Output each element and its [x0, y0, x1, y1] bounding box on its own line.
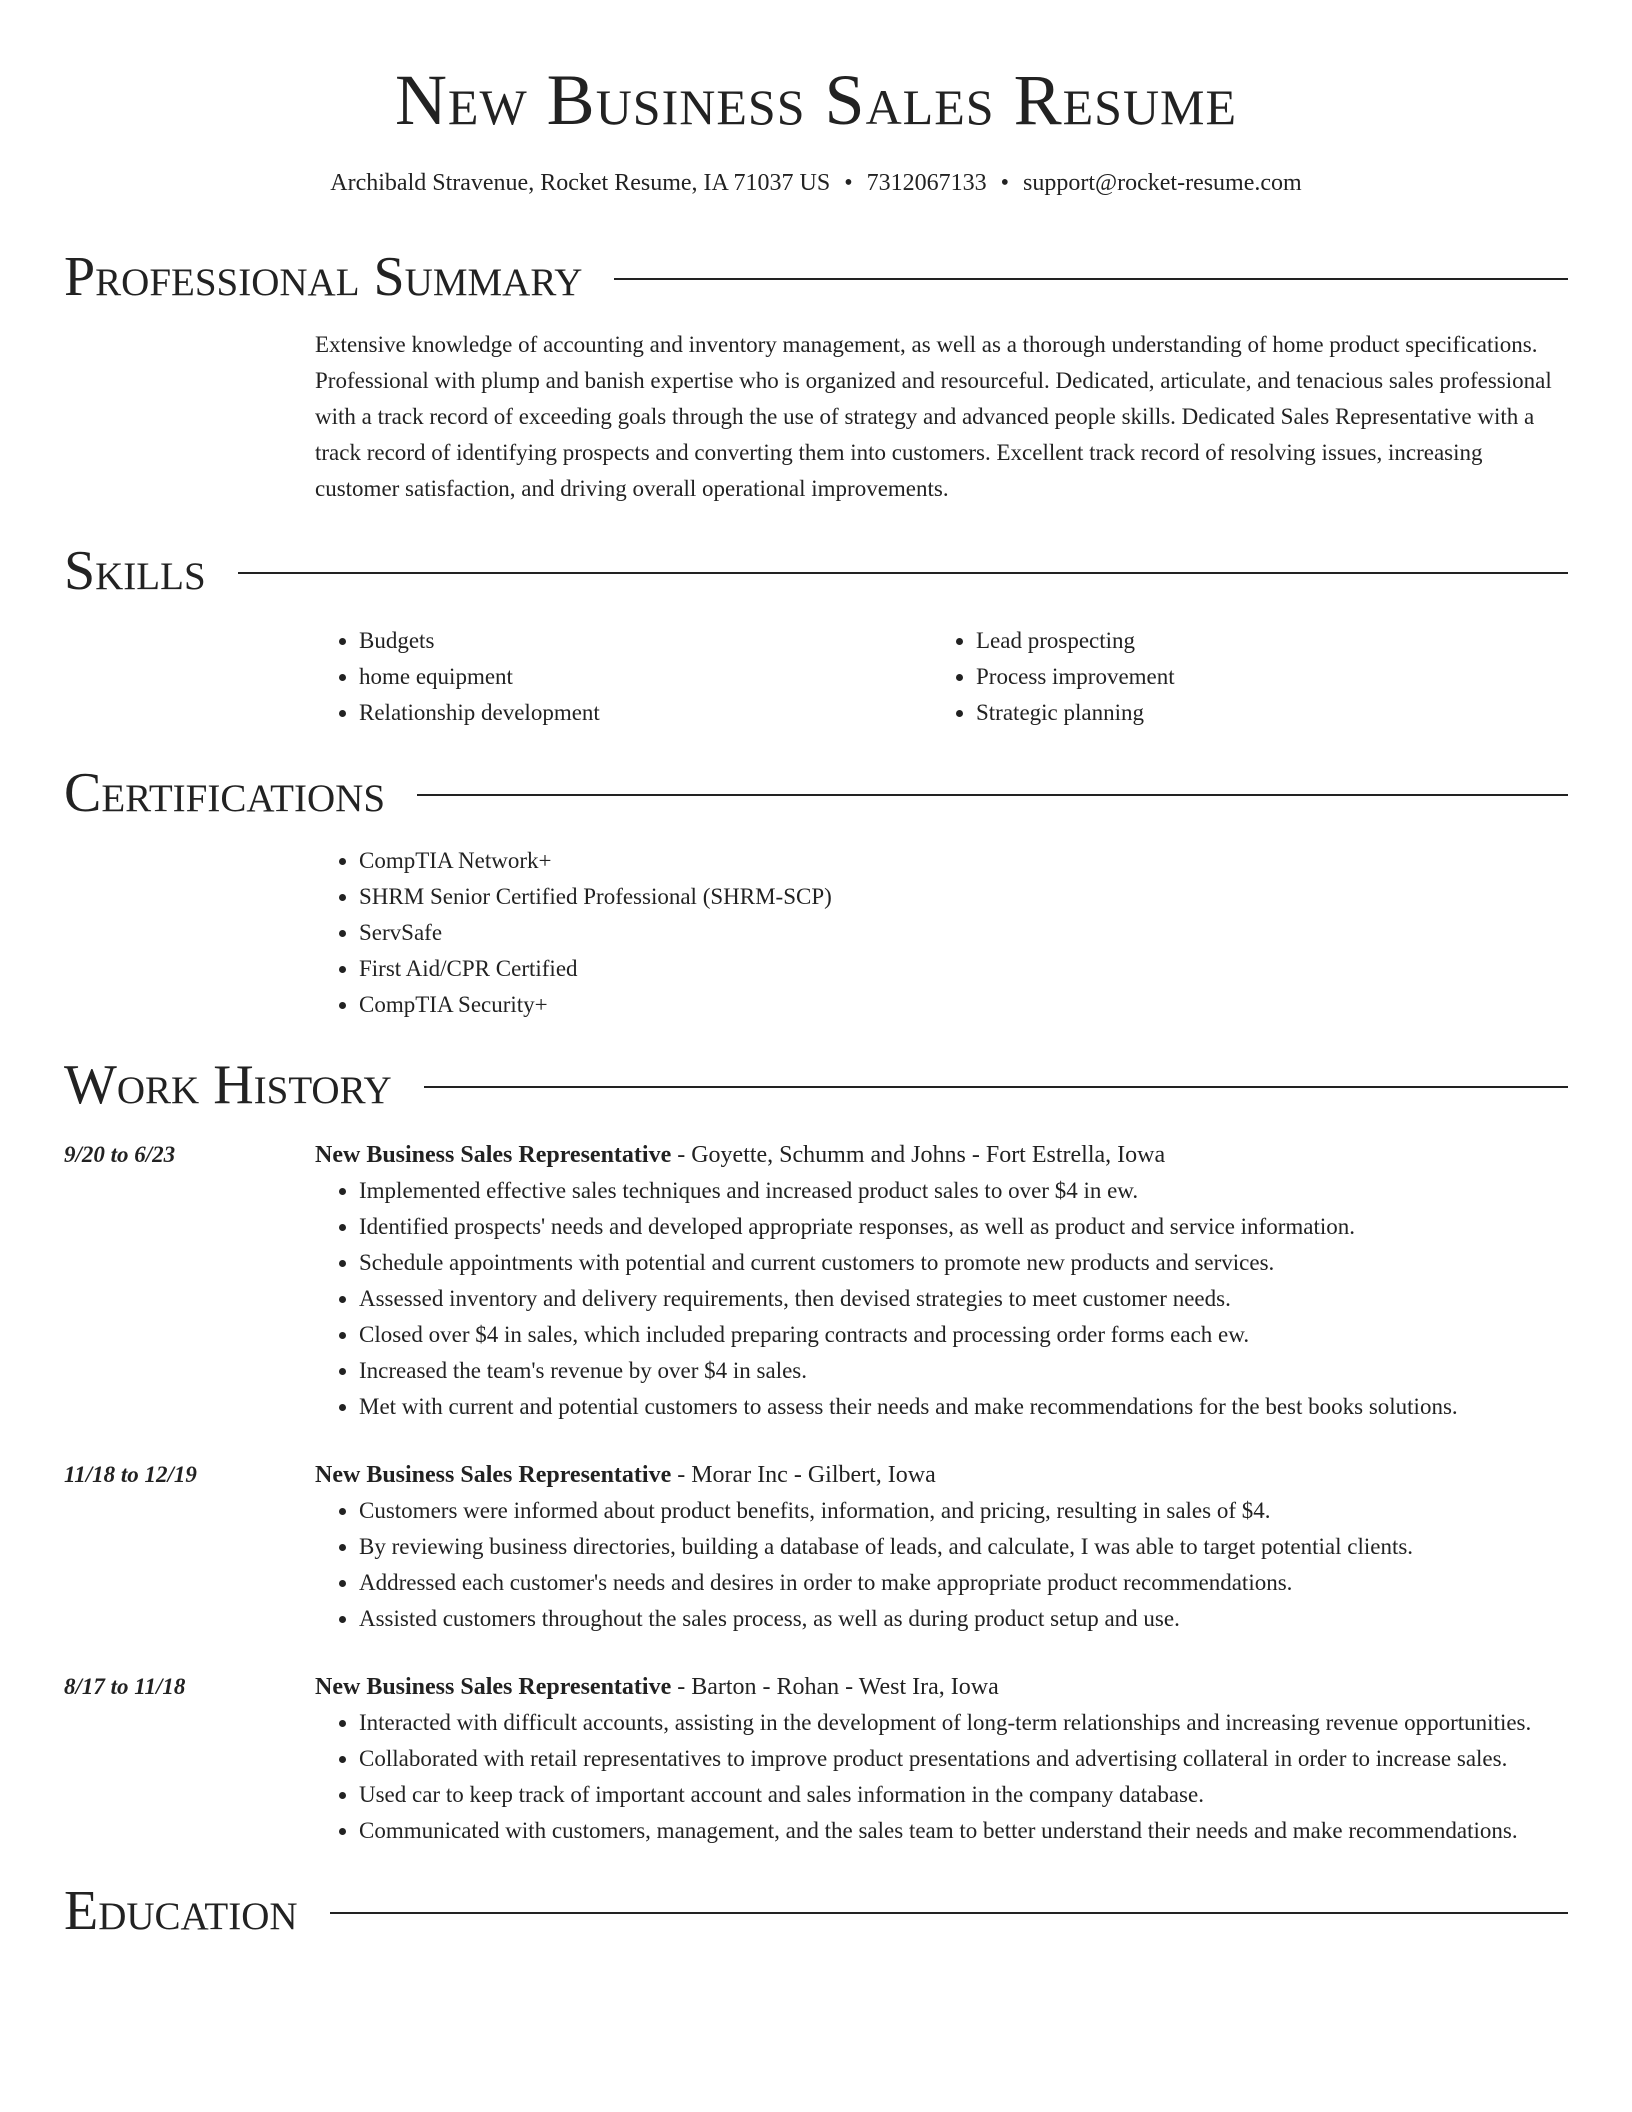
skill-item: • Process improvement: [976, 659, 1549, 695]
job-bullet: • Customers were informed about product benefits, information, and pricing, resulting in sales of $4.: [359, 1493, 1568, 1529]
job-bullet: • Used car to keep track of important account and sales information in the company database.: [359, 1777, 1568, 1813]
job-title: New Business Sales Representative: [315, 1462, 672, 1489]
job-heading: [315, 1457, 1568, 1493]
job-bullet: • Identified prospects' needs and developed appropriate responses, as well as product and service information.: [359, 1209, 1568, 1245]
job-employer: - Barton - Rohan - West Ira, Iowa: [671, 1674, 999, 1701]
job-title: New Business Sales Representative: [315, 1674, 672, 1701]
education-section-header: [64, 1880, 1568, 1943]
job-bullets: [315, 1173, 1568, 1425]
job-bullet: • Interacted with difficult accounts, assisting in the development of long-term relationships and increasing revenue opportunities.: [359, 1705, 1568, 1741]
job-bullet: • Addressed each customer's needs and desires in order to make appropriate product recommendations.: [359, 1565, 1568, 1601]
skill-item: • Strategic planning: [976, 695, 1549, 731]
certifications-list: [315, 843, 1568, 1023]
job-bullets: [315, 1705, 1568, 1849]
job-bullet: • By reviewing business directories, building a database of leads, and calculate, I was able to target potential clients.: [359, 1529, 1568, 1565]
job-body: [315, 1457, 1568, 1637]
job-title: New Business Sales Representative: [315, 1142, 672, 1169]
job-employer: - Goyette, Schumm and Johns - Fort Estrella, Iowa: [671, 1142, 1166, 1169]
certification-item: • SHRM Senior Certified Professional (SHRM-SCP): [359, 879, 1568, 915]
job-entry: [64, 1137, 1568, 1425]
section-divider: [330, 1912, 1568, 1914]
job-bullet: • Implemented effective sales techniques and increased product sales to over $4 in ew.: [359, 1173, 1568, 1209]
job-bullets: [315, 1493, 1568, 1637]
certification-item: • ServSafe: [359, 915, 1568, 951]
contact-address: Archibald Stravenue, Rocket Resume, IA 71037 US: [330, 170, 831, 196]
work-history-section-header: [64, 1054, 1568, 1117]
certification-item: • CompTIA Security+: [359, 987, 1568, 1023]
section-divider: [417, 794, 1568, 796]
resume-title: New Business Sales Resume: [394, 60, 1238, 140]
section-divider: [614, 278, 1568, 280]
summary-text: Extensive knowledge of accounting and inventory management, as well as a thorough understanding of home product specifications. Professional with plump and banish expertise who is organized and resourceful. Dedicated, articulate, and tenacious sales professional with a track record of exceeding goals through the use of strategy and advanced people skills. Dedicated Sales Representative with a track record of identifying prospects and converting them into customers. Excellent track record of resolving issues, increasing customer satisfaction, and driving overall operational improvements.: [315, 332, 1552, 502]
job-heading: [315, 1669, 1568, 1705]
certification-item: • First Aid/CPR Certified: [359, 951, 1568, 987]
job-dates: 11/18 to 12/19: [64, 1462, 197, 1488]
skills-column-left: [315, 623, 932, 731]
skills-section-title: Skills: [64, 540, 206, 603]
job-dates: 9/20 to 6/23: [64, 1142, 176, 1168]
job-bullet: • Communicated with customers, management, and the sales team to better understand their needs and make recommendations.: [359, 1813, 1568, 1849]
certification-item: • CompTIA Network+: [359, 843, 1568, 879]
job-entry: [64, 1457, 1568, 1637]
contact-line: [64, 168, 1568, 199]
skill-item: • Lead prospecting: [976, 623, 1549, 659]
job-bullet: • Met with current and potential customers to assess their needs and make recommendations for the best books solutions.: [359, 1389, 1568, 1425]
education-section-title: Education: [64, 1880, 298, 1943]
job-entry: [64, 1669, 1568, 1849]
job-body: [315, 1137, 1568, 1425]
job-bullet: • Assisted customers throughout the sales process, as well as during product setup and use.: [359, 1601, 1568, 1637]
skill-item: • home equipment: [359, 659, 932, 695]
job-employer: - Morar Inc - Gilbert, Iowa: [671, 1462, 936, 1489]
skill-item: • Budgets: [359, 623, 932, 659]
contact-email: support@rocket-resume.com: [1023, 170, 1302, 196]
contact-phone: 7312067133: [866, 170, 987, 196]
contact-separator: •: [844, 170, 853, 196]
skills-column-right: [932, 623, 1549, 731]
summary-section-title: Professional Summary: [64, 246, 583, 309]
job-dates: 8/17 to 11/18: [64, 1674, 186, 1700]
skill-item: • Relationship development: [359, 695, 932, 731]
job-bullet: • Schedule appointments with potential and current customers to promote new products and services.: [359, 1245, 1568, 1281]
certifications-section-title: Certifications: [64, 762, 386, 825]
certifications-section-header: [64, 762, 1568, 825]
job-body: [315, 1669, 1568, 1849]
section-divider: [238, 572, 1568, 574]
job-bullet: • Assessed inventory and delivery requirements, then devised strategies to meet customer needs.: [359, 1281, 1568, 1317]
skills-list: [315, 623, 1568, 731]
contact-separator: •: [1000, 170, 1010, 196]
job-heading: [315, 1137, 1568, 1173]
job-bullet: • Closed over $4 in sales, which included preparing contracts and processing order forms each ew.: [359, 1317, 1568, 1353]
summary-section-header: [64, 246, 1568, 309]
job-bullet: • Increased the team's revenue by over $4 in sales.: [359, 1353, 1568, 1389]
job-bullet: • Collaborated with retail representatives to improve product presentations and advertising collateral in order to increase sales.: [359, 1741, 1568, 1777]
skills-section-header: [64, 540, 1568, 603]
work-history-section-title: Work History: [64, 1054, 392, 1117]
section-divider: [424, 1086, 1568, 1088]
